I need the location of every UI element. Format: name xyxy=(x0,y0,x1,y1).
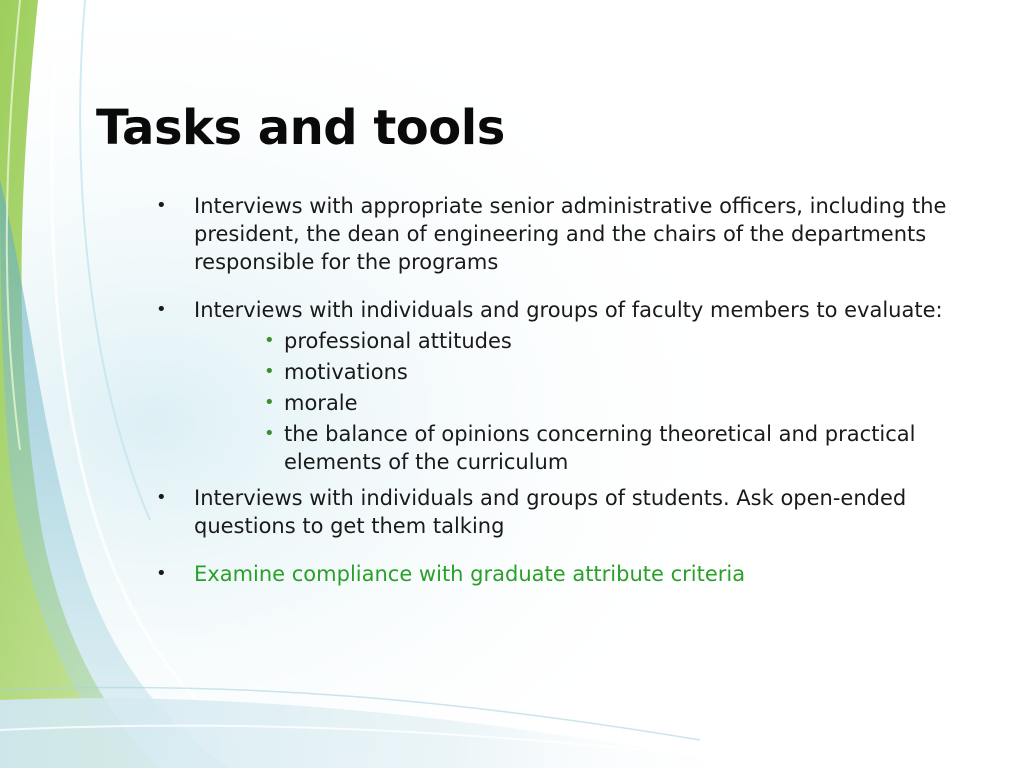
sub-list-item xyxy=(264,389,996,417)
list-item-text: Interviews with appropriate senior administrative officers, including the president, the dean of engineering and the chairs of the departments responsible for the programs xyxy=(194,194,947,274)
sub-bullet-icon: • xyxy=(264,392,275,413)
list-item-text-highlighted: Examine compliance with graduate attribute criteria xyxy=(194,562,746,586)
bullet-icon: • xyxy=(156,563,167,584)
bullet-list xyxy=(156,192,996,588)
sub-bullet-icon: • xyxy=(264,361,275,382)
list-item xyxy=(156,560,996,588)
sub-list-item xyxy=(264,327,996,355)
sub-bullet-icon: • xyxy=(264,330,275,351)
sub-list-item xyxy=(264,420,996,476)
list-item-text: Interviews with individuals and groups of students. Ask open-ended questions to get them talking xyxy=(194,486,907,538)
sub-list-item-text: professional attitudes xyxy=(284,329,512,353)
sub-list-item-text: morale xyxy=(284,391,358,415)
bullet-icon: • xyxy=(156,487,167,508)
bullet-list-container xyxy=(156,192,996,608)
sub-list-item xyxy=(264,358,996,386)
list-item xyxy=(156,192,996,276)
list-item xyxy=(156,484,996,540)
slide-title: Tasks and tools xyxy=(96,100,505,156)
list-item xyxy=(156,296,996,476)
sub-list-item-text: the balance of opinions concerning theoretical and practical elements of the curriculum xyxy=(284,422,916,474)
bullet-icon: • xyxy=(156,195,167,216)
sub-bullet-list xyxy=(194,327,996,476)
sub-bullet-icon: • xyxy=(264,423,275,444)
sub-list-item-text: motivations xyxy=(284,360,408,384)
list-item-text: Interviews with individuals and groups of faculty members to evaluate: xyxy=(194,298,943,322)
bullet-icon: • xyxy=(156,299,167,320)
